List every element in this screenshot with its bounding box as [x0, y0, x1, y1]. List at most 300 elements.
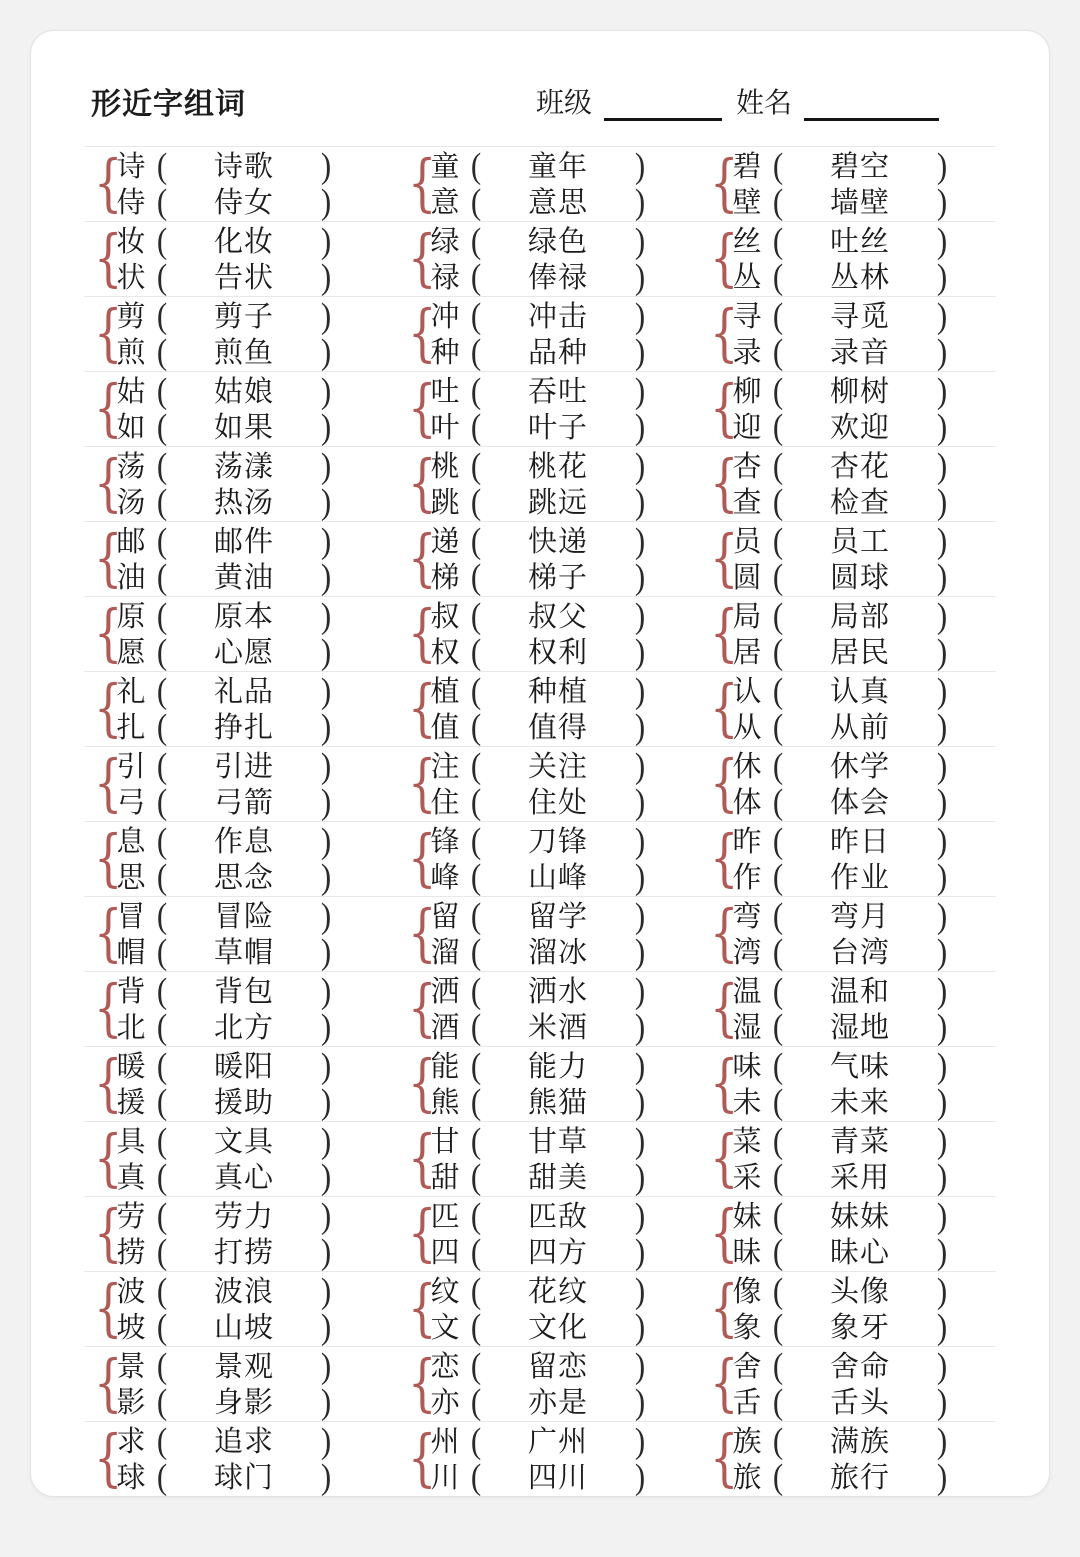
close-paren-icon: ): [936, 256, 948, 297]
pair-top-char: 寻: [732, 301, 762, 333]
close-paren-icon: ): [634, 445, 646, 486]
open-paren-icon: (: [470, 445, 482, 486]
pair-bottom-word: 球门: [213, 1462, 274, 1494]
character-pair-cell: [700, 822, 996, 896]
pair-bottom-line: [112, 481, 338, 522]
open-paren-icon: (: [470, 631, 482, 672]
pair-top-char: 匹: [430, 1201, 460, 1233]
pair-top-char: 礼: [116, 676, 146, 708]
pair-top-word: 暖阳: [213, 1051, 274, 1083]
grid-row: [84, 296, 996, 371]
brace-icon: {: [94, 596, 123, 669]
close-paren-icon: ): [320, 1156, 332, 1197]
pair-top-line: [112, 295, 338, 336]
pair-top-line: [112, 670, 338, 711]
open-paren-icon: (: [470, 1231, 482, 1272]
pair-bottom-char: 昧: [732, 1237, 762, 1269]
pair-top-line: [728, 970, 954, 1011]
close-paren-icon: ): [936, 406, 948, 447]
pair-lines: [426, 520, 652, 597]
brace-icon: {: [94, 146, 123, 219]
open-paren-icon: (: [156, 520, 168, 561]
pair-bottom-word: 台湾: [830, 937, 891, 969]
close-paren-icon: ): [936, 556, 948, 597]
pair-bottom-word: 昧心: [830, 1237, 891, 1269]
pair-lines: [728, 1120, 954, 1197]
character-pair-cell: [398, 447, 700, 521]
pair-top-line: [426, 820, 652, 861]
close-paren-icon: ): [320, 1006, 332, 1047]
pair-lines: [728, 220, 954, 297]
pair-top-line: [426, 670, 652, 711]
pair-top-char: 丝: [732, 226, 762, 258]
close-paren-icon: ): [634, 1006, 646, 1047]
pair-lines: [426, 1420, 652, 1497]
close-paren-icon: ): [634, 1156, 646, 1197]
open-paren-icon: (: [470, 595, 482, 636]
pair-top-char: 冒: [116, 901, 146, 933]
close-paren-icon: ): [634, 631, 646, 672]
open-paren-icon: (: [772, 1045, 784, 1086]
pair-top-word: 洒水: [528, 976, 589, 1008]
close-paren-icon: ): [634, 145, 646, 186]
character-pair-cell: [398, 822, 700, 896]
pair-lines: [728, 820, 954, 897]
character-pair-cell: [398, 1272, 700, 1346]
close-paren-icon: ): [320, 1345, 332, 1386]
pair-bottom-line: [112, 1456, 338, 1497]
open-paren-icon: (: [772, 1270, 784, 1311]
character-pair-cell: [398, 1347, 700, 1421]
close-paren-icon: ): [320, 856, 332, 897]
pair-top-line: [112, 220, 338, 261]
brace-icon: {: [408, 296, 437, 369]
character-pair-cell: [84, 1272, 398, 1346]
worksheet-card: [30, 30, 1050, 1497]
brace-icon: {: [408, 221, 437, 294]
character-pair-cell: [398, 1047, 700, 1121]
pair-top-line: [728, 1045, 954, 1086]
character-pair-cell: [700, 1347, 996, 1421]
pair-bottom-line: [426, 631, 652, 672]
open-paren-icon: (: [156, 631, 168, 672]
grid-row: [84, 1421, 996, 1496]
character-pair-cell: [700, 522, 996, 596]
close-paren-icon: ): [320, 1381, 332, 1422]
open-paren-icon: (: [156, 595, 168, 636]
open-paren-icon: (: [156, 856, 168, 897]
pair-top-word: 冲击: [528, 301, 589, 333]
open-paren-icon: (: [470, 970, 482, 1011]
pair-top-line: [728, 295, 954, 336]
open-paren-icon: (: [156, 1306, 168, 1347]
pair-bottom-line: [112, 706, 338, 747]
pair-top-char: 味: [732, 1051, 762, 1083]
open-paren-icon: (: [470, 670, 482, 711]
pair-bottom-line: [426, 1456, 652, 1497]
character-pair-cell: [398, 222, 700, 296]
pair-bottom-word: 煎鱼: [213, 337, 274, 369]
close-paren-icon: ): [936, 631, 948, 672]
pair-bottom-line: [728, 631, 954, 672]
pair-top-line: [426, 595, 652, 636]
open-paren-icon: (: [772, 295, 784, 336]
character-pair-cell: [700, 1047, 996, 1121]
close-paren-icon: ): [936, 820, 948, 861]
pair-top-line: [112, 1420, 338, 1461]
close-paren-icon: ): [936, 1345, 948, 1386]
pair-top-word: 甘草: [528, 1126, 589, 1158]
pair-bottom-char: 查: [732, 487, 762, 519]
pair-lines: [112, 895, 338, 972]
pair-top-char: 甘: [430, 1126, 460, 1158]
pair-bottom-char: 汤: [116, 487, 146, 519]
brace-icon: {: [408, 1046, 437, 1119]
close-paren-icon: ): [320, 406, 332, 447]
brace-icon: {: [710, 596, 739, 669]
close-paren-icon: ): [634, 595, 646, 636]
pair-bottom-char: 壁: [732, 187, 762, 219]
character-pair-cell: [700, 1422, 996, 1496]
character-pair-cell: [700, 972, 996, 1046]
close-paren-icon: ): [634, 181, 646, 222]
character-pair-cell: [84, 747, 398, 821]
pair-bottom-word: 旅行: [830, 1462, 891, 1494]
pair-top-line: [426, 1270, 652, 1311]
character-pair-cell: [84, 972, 398, 1046]
close-paren-icon: ): [634, 1381, 646, 1422]
pair-lines: [426, 820, 652, 897]
pair-top-line: [426, 745, 652, 786]
pair-lines: [112, 1420, 338, 1497]
open-paren-icon: (: [156, 220, 168, 261]
pair-bottom-line: [728, 1456, 954, 1497]
pair-bottom-line: [728, 781, 954, 822]
open-paren-icon: (: [156, 1006, 168, 1047]
pair-bottom-line: [112, 1156, 338, 1197]
pair-top-line: [426, 1345, 652, 1386]
close-paren-icon: ): [634, 481, 646, 522]
pair-top-char: 洒: [430, 976, 460, 1008]
pair-top-line: [426, 970, 652, 1011]
pair-top-line: [728, 895, 954, 936]
brace-icon: {: [408, 1346, 437, 1419]
pair-top-line: [112, 820, 338, 861]
pair-bottom-char: 真: [116, 1162, 146, 1194]
open-paren-icon: (: [772, 181, 784, 222]
pair-top-line: [728, 745, 954, 786]
close-paren-icon: ): [320, 595, 332, 636]
grid-row: [84, 1121, 996, 1196]
open-paren-icon: (: [470, 1420, 482, 1461]
brace-icon: {: [94, 446, 123, 519]
brace-icon: {: [94, 971, 123, 1044]
pair-top-word: 杏花: [830, 451, 891, 483]
pair-top-char: 姑: [116, 376, 146, 408]
brace-icon: {: [710, 1271, 739, 1344]
pair-bottom-char: 体: [732, 787, 762, 819]
close-paren-icon: ): [936, 295, 948, 336]
pair-bottom-line: [426, 781, 652, 822]
close-paren-icon: ): [936, 856, 948, 897]
pair-bottom-line: [728, 556, 954, 597]
open-paren-icon: (: [470, 556, 482, 597]
character-pair-cell: [398, 372, 700, 446]
pair-top-word: 妹妹: [830, 1201, 891, 1233]
brace-icon: {: [94, 1271, 123, 1344]
close-paren-icon: ): [320, 220, 332, 261]
pair-lines: [728, 145, 954, 222]
open-paren-icon: (: [470, 1045, 482, 1086]
pair-top-char: 员: [732, 526, 762, 558]
brace-icon: {: [710, 1421, 739, 1494]
open-paren-icon: (: [156, 181, 168, 222]
open-paren-icon: (: [772, 781, 784, 822]
pair-lines: [728, 1195, 954, 1272]
pair-top-line: [112, 370, 338, 411]
brace-icon: {: [710, 671, 739, 744]
close-paren-icon: ): [936, 220, 948, 261]
open-paren-icon: (: [470, 745, 482, 786]
close-paren-icon: ): [320, 1420, 332, 1461]
pair-top-word: 头像: [830, 1276, 891, 1308]
character-pair-cell: [84, 297, 398, 371]
close-paren-icon: ): [634, 706, 646, 747]
pair-top-word: 引进: [213, 751, 274, 783]
pair-top-word: 留学: [528, 901, 589, 933]
pair-top-line: [112, 1345, 338, 1386]
brace-icon: {: [408, 821, 437, 894]
pair-top-char: 留: [430, 901, 460, 933]
pair-bottom-char: 居: [732, 637, 762, 669]
pair-top-line: [112, 1045, 338, 1086]
close-paren-icon: ): [936, 1195, 948, 1236]
open-paren-icon: (: [772, 1345, 784, 1386]
open-paren-icon: (: [470, 856, 482, 897]
open-paren-icon: (: [470, 1381, 482, 1422]
pair-lines: [728, 1045, 954, 1122]
pair-top-char: 劳: [116, 1201, 146, 1233]
pair-bottom-char: 圆: [732, 562, 762, 594]
pair-bottom-word: 值得: [528, 712, 589, 744]
open-paren-icon: (: [470, 1345, 482, 1386]
open-paren-icon: (: [156, 1081, 168, 1122]
open-paren-icon: (: [470, 481, 482, 522]
pair-lines: [728, 295, 954, 372]
open-paren-icon: (: [470, 1081, 482, 1122]
pair-bottom-char: 亦: [430, 1387, 460, 1419]
brace-icon: {: [408, 1121, 437, 1194]
pair-bottom-char: 扎: [116, 712, 146, 744]
pair-bottom-char: 北: [116, 1012, 146, 1044]
brace-icon: {: [94, 746, 123, 819]
close-paren-icon: ): [936, 1420, 948, 1461]
pair-bottom-char: 作: [732, 862, 762, 894]
close-paren-icon: ): [936, 931, 948, 972]
open-paren-icon: (: [772, 256, 784, 297]
pair-lines: [728, 595, 954, 672]
brace-icon: {: [94, 1346, 123, 1419]
class-blank-line: [604, 91, 722, 121]
pair-top-line: [112, 520, 338, 561]
pair-top-word: 邮件: [213, 526, 274, 558]
pair-top-char: 菜: [732, 1126, 762, 1158]
pair-lines: [426, 1120, 652, 1197]
pair-bottom-line: [112, 1306, 338, 1347]
open-paren-icon: (: [156, 556, 168, 597]
grid-row: [84, 146, 996, 221]
open-paren-icon: (: [470, 1195, 482, 1236]
pair-top-line: [426, 520, 652, 561]
pair-top-word: 留恋: [528, 1351, 589, 1383]
pair-top-word: 认真: [830, 676, 891, 708]
pair-bottom-word: 草帽: [213, 937, 274, 969]
pair-bottom-line: [426, 1156, 652, 1197]
pair-top-line: [728, 1270, 954, 1311]
character-pair-cell: [398, 522, 700, 596]
pair-bottom-line: [112, 1081, 338, 1122]
brace-icon: {: [94, 1196, 123, 1269]
close-paren-icon: ): [936, 1456, 948, 1497]
pair-lines: [112, 370, 338, 447]
pair-lines: [112, 595, 338, 672]
close-paren-icon: ): [936, 331, 948, 372]
pair-top-word: 桃花: [528, 451, 589, 483]
pair-top-word: 温和: [830, 976, 891, 1008]
pair-lines: [112, 445, 338, 522]
close-paren-icon: ): [634, 1456, 646, 1497]
pair-bottom-line: [728, 931, 954, 972]
pair-lines: [728, 670, 954, 747]
close-paren-icon: ): [634, 670, 646, 711]
name-label: 姓名: [736, 87, 793, 118]
brace-icon: {: [408, 671, 437, 744]
pair-bottom-char: 捞: [116, 1237, 146, 1269]
pair-top-word: 追求: [213, 1426, 274, 1458]
open-paren-icon: (: [156, 706, 168, 747]
character-pair-cell: [398, 297, 700, 371]
pair-bottom-line: [728, 1156, 954, 1197]
brace-icon: {: [710, 821, 739, 894]
close-paren-icon: ): [634, 895, 646, 936]
close-paren-icon: ): [320, 1231, 332, 1272]
pair-top-word: 满族: [830, 1426, 891, 1458]
character-pair-cell: [398, 972, 700, 1046]
pair-top-word: 文具: [213, 1126, 274, 1158]
pair-bottom-char: 采: [732, 1162, 762, 1194]
close-paren-icon: ): [634, 1306, 646, 1347]
open-paren-icon: (: [772, 670, 784, 711]
pair-bottom-char: 熊: [430, 1087, 460, 1119]
character-pair-cell: [398, 747, 700, 821]
pair-top-line: [426, 1120, 652, 1161]
pair-bottom-line: [112, 181, 338, 222]
pair-top-word: 绿色: [528, 226, 589, 258]
pair-top-char: 妹: [732, 1201, 762, 1233]
pair-top-char: 波: [116, 1276, 146, 1308]
character-pair-cell: [84, 597, 398, 671]
pair-bottom-char: 意: [430, 187, 460, 219]
close-paren-icon: ): [936, 520, 948, 561]
close-paren-icon: ): [320, 556, 332, 597]
pair-bottom-line: [112, 556, 338, 597]
pair-bottom-line: [112, 406, 338, 447]
pair-bottom-char: 梯: [430, 562, 460, 594]
pair-bottom-word: 打捞: [213, 1237, 274, 1269]
open-paren-icon: (: [470, 295, 482, 336]
brace-icon: {: [710, 371, 739, 444]
pair-bottom-line: [728, 1231, 954, 1272]
close-paren-icon: ): [936, 481, 948, 522]
pair-top-word: 青菜: [830, 1126, 891, 1158]
pair-top-char: 像: [732, 1276, 762, 1308]
pair-top-line: [728, 1345, 954, 1386]
open-paren-icon: (: [470, 220, 482, 261]
pair-top-word: 柳树: [830, 376, 891, 408]
pair-top-char: 叔: [430, 601, 460, 633]
pair-bottom-word: 思念: [213, 862, 274, 894]
pair-top-line: [728, 670, 954, 711]
open-paren-icon: (: [772, 1231, 784, 1272]
close-paren-icon: ): [634, 1231, 646, 1272]
pair-bottom-char: 煎: [116, 337, 146, 369]
brace-icon: {: [408, 371, 437, 444]
brace-icon: {: [408, 1196, 437, 1269]
pair-top-char: 州: [430, 1426, 460, 1458]
pair-bottom-line: [112, 256, 338, 297]
pair-bottom-word: 俸禄: [528, 262, 589, 294]
brace-icon: {: [94, 896, 123, 969]
close-paren-icon: ): [634, 745, 646, 786]
close-paren-icon: ): [634, 970, 646, 1011]
close-paren-icon: ): [320, 370, 332, 411]
close-paren-icon: ): [936, 370, 948, 411]
pair-top-line: [728, 145, 954, 186]
pair-bottom-word: 山峰: [528, 862, 589, 894]
pair-bottom-char: 侍: [116, 187, 146, 219]
pair-bottom-word: 如果: [213, 412, 274, 444]
pair-bottom-word: 居民: [830, 637, 891, 669]
pair-lines: [728, 520, 954, 597]
pair-top-char: 碧: [732, 151, 762, 183]
pair-bottom-line: [426, 481, 652, 522]
pair-lines: [728, 1270, 954, 1347]
pair-bottom-char: 坡: [116, 1312, 146, 1344]
pair-top-word: 气味: [830, 1051, 891, 1083]
pair-bottom-word: 圆球: [830, 562, 891, 594]
grid-row: [84, 671, 996, 746]
pair-top-line: [112, 445, 338, 486]
open-paren-icon: (: [156, 481, 168, 522]
pair-bottom-char: 叶: [430, 412, 460, 444]
open-paren-icon: (: [772, 445, 784, 486]
worksheet-header: [31, 31, 1049, 146]
close-paren-icon: ): [936, 1306, 948, 1347]
open-paren-icon: (: [772, 1081, 784, 1122]
pair-bottom-char: 愿: [116, 637, 146, 669]
close-paren-icon: ): [634, 1270, 646, 1311]
pair-bottom-line: [426, 1381, 652, 1422]
pair-top-word: 寻觅: [830, 301, 891, 333]
pair-lines: [112, 1345, 338, 1422]
brace-icon: {: [710, 221, 739, 294]
close-paren-icon: ): [936, 1231, 948, 1272]
open-paren-icon: (: [772, 820, 784, 861]
pair-lines: [426, 895, 652, 972]
pair-bottom-word: 黄油: [213, 562, 274, 594]
open-paren-icon: (: [772, 1456, 784, 1497]
pair-top-char: 柳: [732, 376, 762, 408]
